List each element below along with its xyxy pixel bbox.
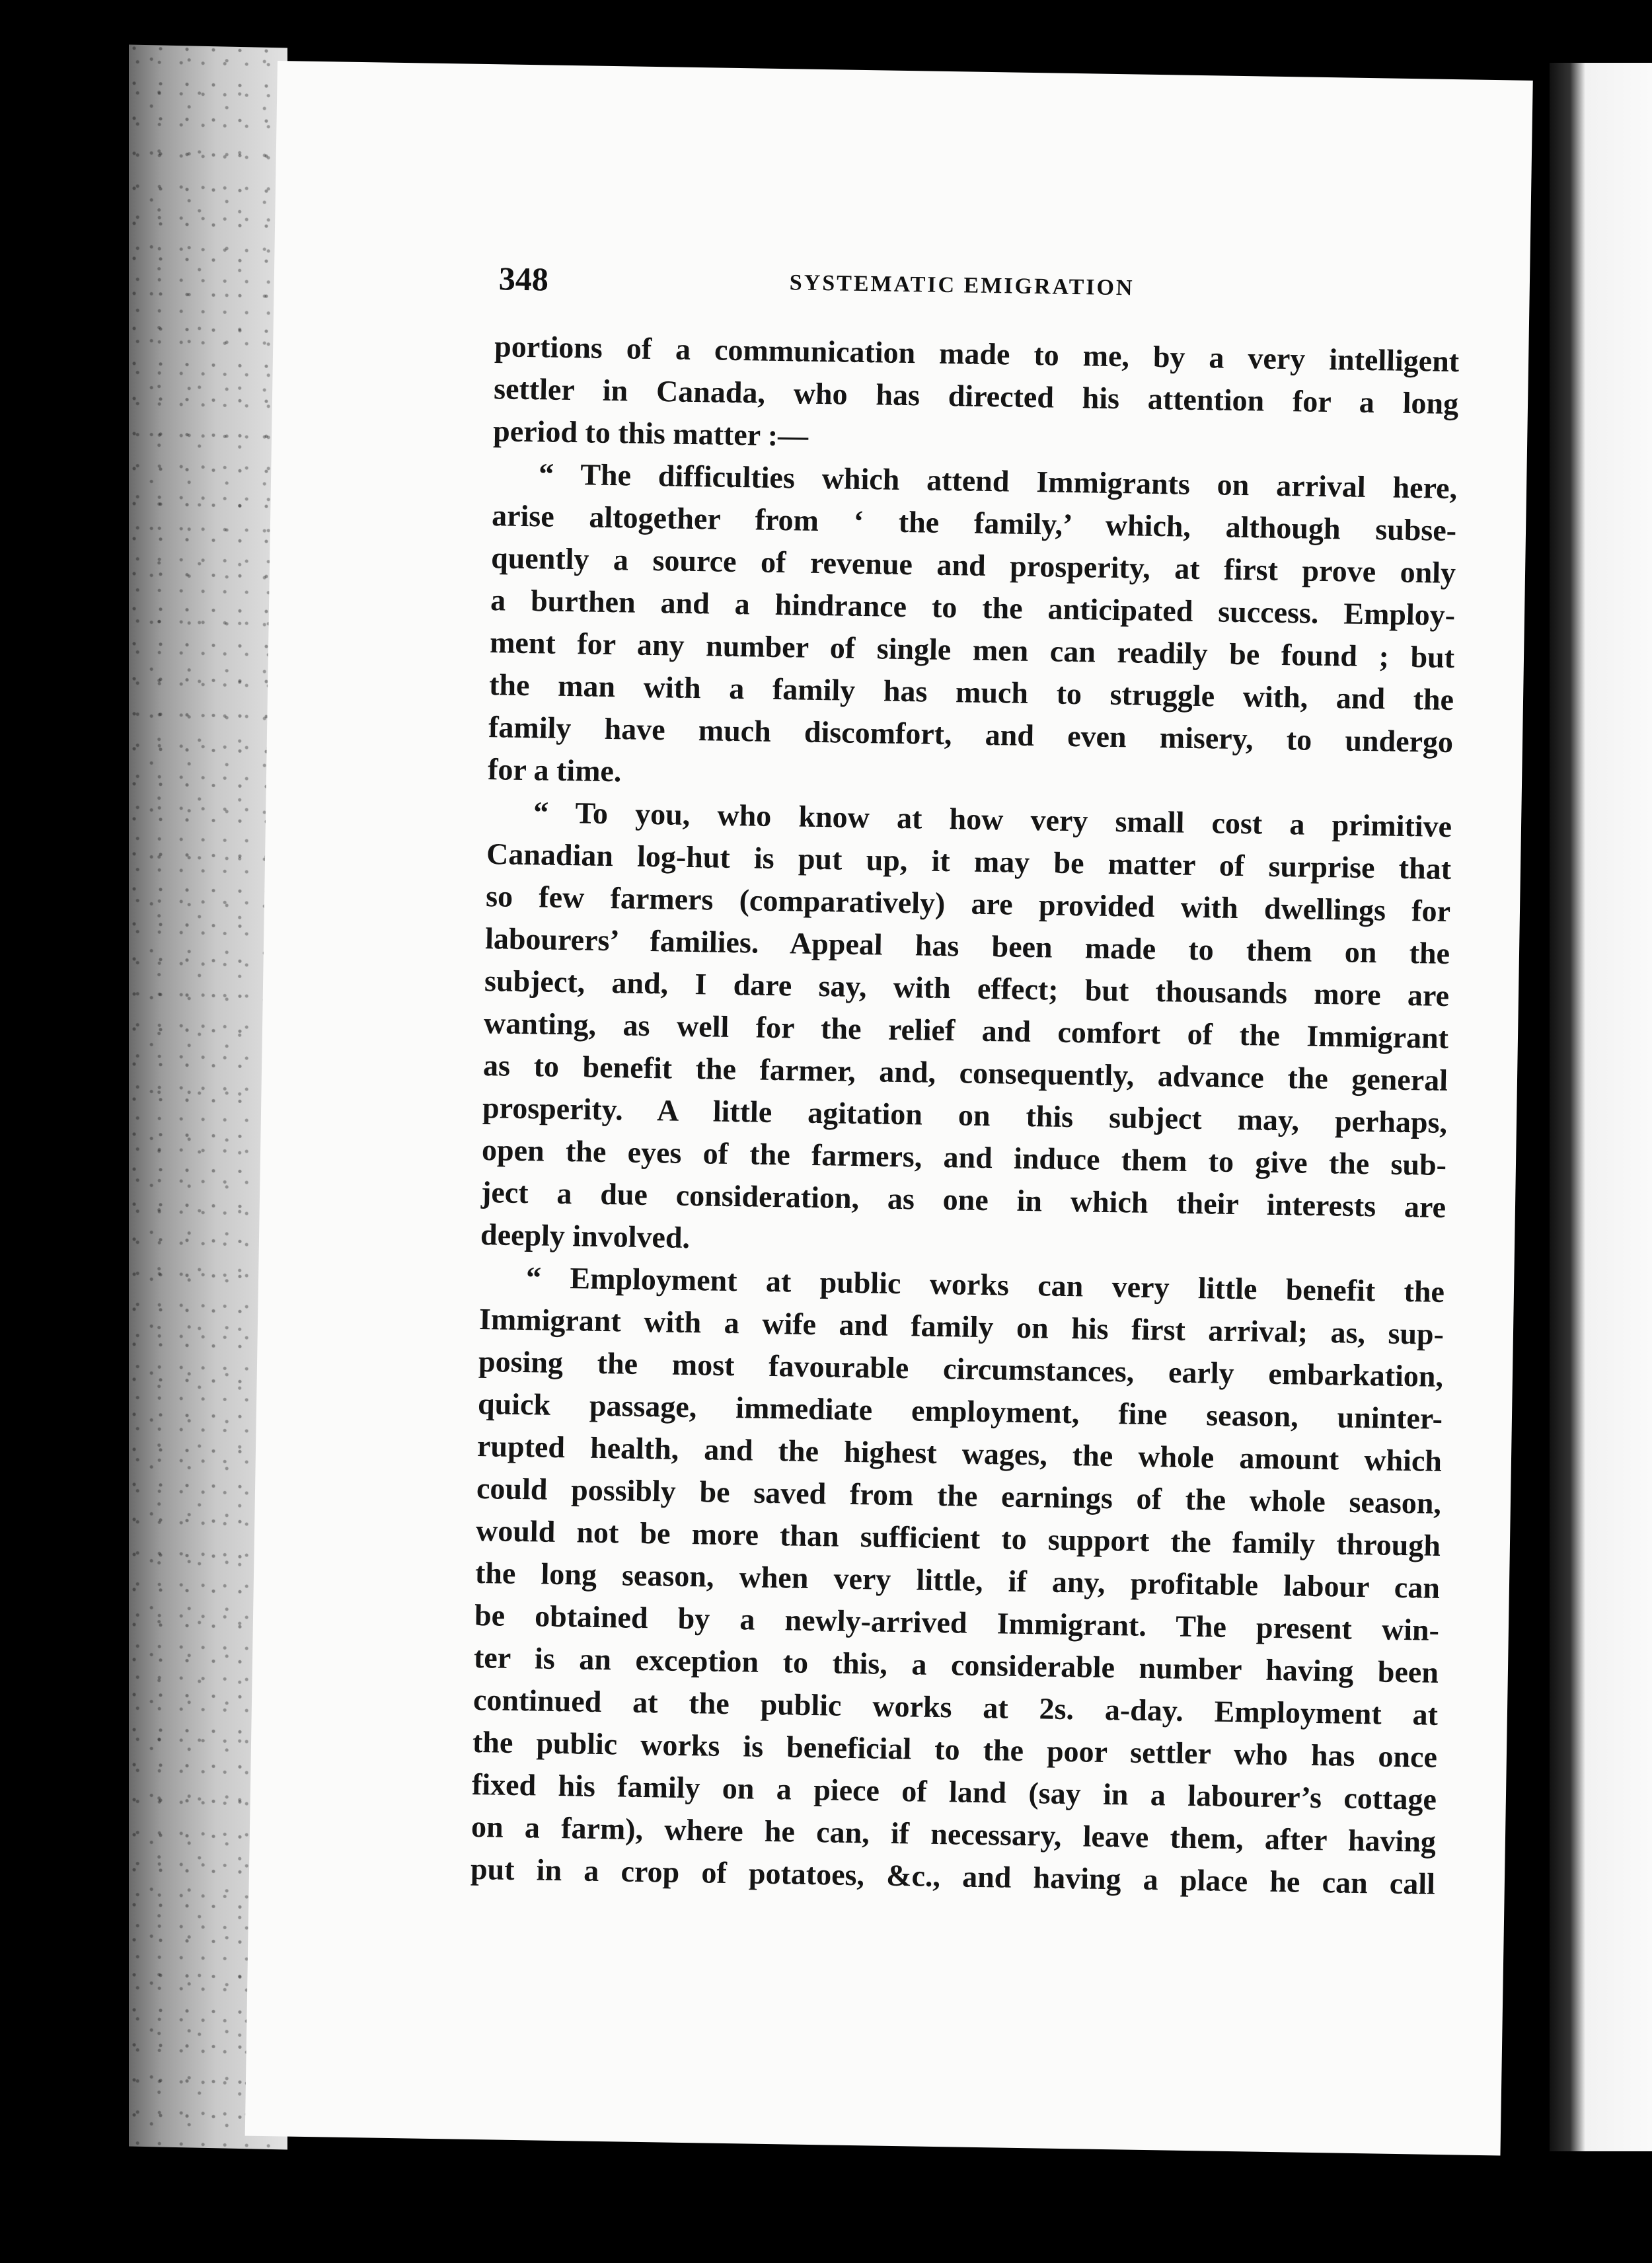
- text-line: ment for any number of single men can readily be found ; but: [489, 625, 1455, 675]
- text-line: continued at the public works at 2s. a-day. Employment at: [472, 1682, 1439, 1732]
- text-line: portions of a communication made to me, by a very intelligent: [494, 329, 1460, 379]
- text-line: posing the most favourable circumstances, early embarkation,: [478, 1344, 1444, 1393]
- page-number: 348: [498, 260, 549, 298]
- text-line: subject, and, I dare say, with effect; but thousands more are: [484, 964, 1450, 1013]
- text-line: period to this matter :—: [492, 414, 809, 453]
- page-header: [498, 259, 1477, 327]
- text-line: rupted health, and the highest wages, the whole amount which: [476, 1429, 1443, 1478]
- text-line: settler in Canada, who has directed his attention for a long: [493, 371, 1459, 421]
- text-line: be obtained by a newly-arrived Immigrant. The present win-: [474, 1597, 1440, 1647]
- facing-page-edge: [1550, 63, 1652, 2151]
- text-line: a burthen and a hindrance to the anticipated success. Employ-: [490, 583, 1456, 633]
- text-line: labourers’ families. Appeal has been made to them on the: [484, 921, 1450, 971]
- text-line: the public works is beneficial to the poor settler who has once: [472, 1724, 1438, 1774]
- text-line: Canadian log-hut is put up, it may be matter of surprise that: [486, 837, 1452, 886]
- text-line: on a farm), where he can, if necessary, leave them, after having: [470, 1809, 1437, 1859]
- text-line: quently a source of revenue and prosperity, at first prove only: [490, 541, 1456, 590]
- text-line: “ To you, who know at how very small cost a primitive: [533, 795, 1452, 844]
- text-line: wanting, as well for the relief and comfort of the Immigrant: [483, 1006, 1449, 1055]
- running-head: SYSTEMATIC EMIGRATION: [789, 270, 1135, 301]
- text-line: so few farmers (comparatively) are provided with dwellings for: [485, 879, 1451, 929]
- text-line: open the eyes of the farmers, and induce them to give the sub-: [481, 1133, 1447, 1182]
- text-line: Immigrant with a wife and family on his first arrival; as, sup-: [478, 1302, 1445, 1351]
- text-line: could possibly be saved from the earnings of the whole season,: [476, 1471, 1442, 1520]
- text-line: family have much discomfort, and even misery, to undergo: [488, 710, 1454, 759]
- text-line: put in a crop of potatoes, &c., and having a place he can call: [470, 1851, 1436, 1901]
- text-line: arise altogether from ‘ the family,’ which, although subse-: [491, 498, 1457, 548]
- text-line: would not be more than sufficient to support the family through: [475, 1513, 1441, 1562]
- text-line: “ The difficulties which attend Immigrants on arrival here,: [538, 457, 1458, 506]
- text-line: “ Employment at public works can very little benefit the: [525, 1260, 1445, 1309]
- text-line: quick passage, immediate employment, fine season, uninter-: [477, 1387, 1443, 1436]
- text-line: the long season, when very little, if any, profitable labour can: [474, 1555, 1441, 1605]
- text-line: for a time.: [487, 752, 622, 788]
- text-line: fixed his family on a piece of land (say in a labourer’s cottage: [471, 1767, 1437, 1816]
- text-line: the man with a family has much to struggle with, and the: [488, 668, 1454, 717]
- text-line: prosperity. A little agitation on this subject may, perhaps,: [482, 1091, 1448, 1139]
- text-line: deeply involved.: [480, 1217, 691, 1255]
- text-line: as to benefit the farmer, and, consequently, advance the general: [482, 1048, 1448, 1098]
- text-line: ter is an exception to this, a considerable number having been: [473, 1640, 1439, 1689]
- book-page: [245, 61, 1533, 2155]
- body-text: [470, 325, 1460, 1905]
- text-line: ject a due consideration, as one in which their interests are: [480, 1175, 1446, 1224]
